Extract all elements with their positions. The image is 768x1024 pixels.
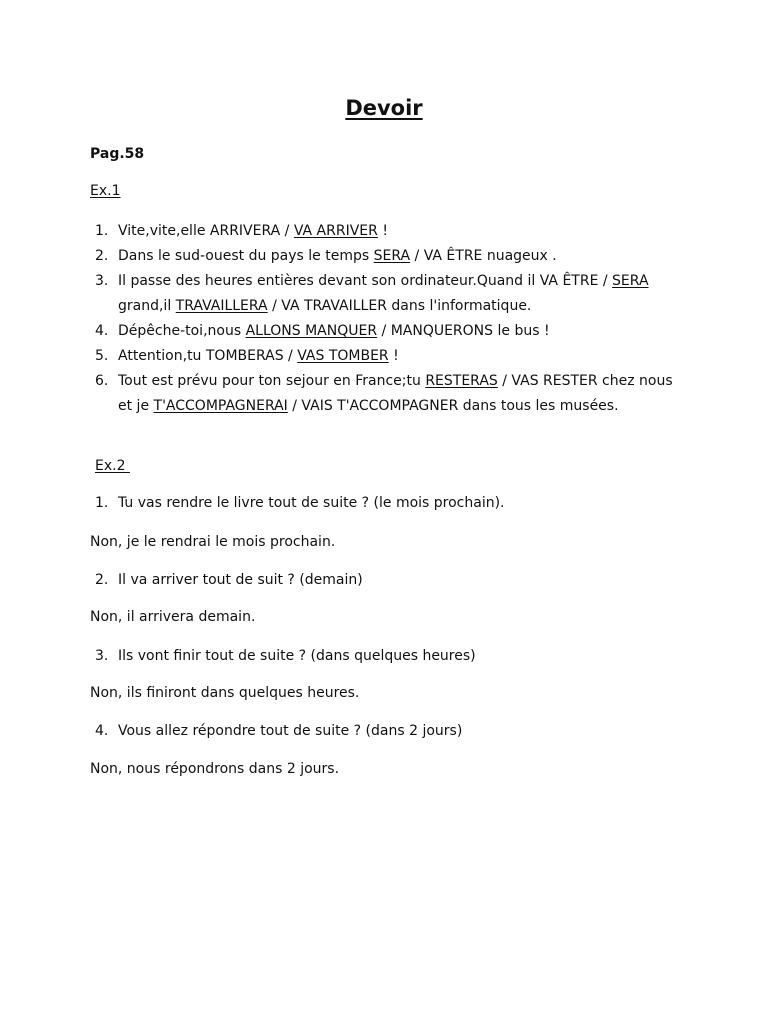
exercise-2-answer: Non, je le rendrai le mois prochain. xyxy=(90,534,336,550)
question-text: Vous allez répondre tout de suite ? (dans 2 jours) xyxy=(118,723,463,739)
exercise-2-answer: Non, il arrivera demain. xyxy=(90,609,256,625)
item-number: 5. xyxy=(95,348,109,364)
sentence-text: / VAIS T'ACCOMPAGNER dans tous les musées. xyxy=(287,398,619,414)
question-text: Il va arriver tout de suit ? (demain) xyxy=(118,572,363,588)
exercise-2-question xyxy=(95,723,462,739)
sentence-text: Vite,vite,elle ARRIVERA / xyxy=(118,223,294,239)
exercise-2-heading: Ex.2 xyxy=(95,458,130,474)
correct-answer: SERA xyxy=(612,273,649,289)
sentence-text: / VA TRAVAILLER dans l'informatique. xyxy=(267,298,532,314)
exercise-1-item xyxy=(90,269,680,319)
correct-answer: T'ACCOMPAGNERAI xyxy=(153,398,288,414)
exercise-1-item xyxy=(90,369,680,419)
question-number: 2. xyxy=(95,572,109,588)
sentence-text: grand,il xyxy=(118,298,176,314)
correct-answer: VA ARRIVER xyxy=(293,223,378,239)
page-reference: Pag.58 xyxy=(90,146,145,162)
exercise-2-answer: Non, ils finiront dans quelques heures. xyxy=(90,685,360,701)
exercise-2-question xyxy=(95,648,476,664)
sentence-text: Attention,tu TOMBERAS / xyxy=(118,348,298,364)
sentence-text: Il passe des heures entières devant son ordinateur.Quand il VA ÊTRE / xyxy=(118,273,613,289)
correct-answer: VAS TOMBER xyxy=(297,348,389,364)
exercise-1-item xyxy=(90,219,680,244)
question-text: Tu vas rendre le livre tout de suite ? (le mois prochain). xyxy=(118,495,505,511)
exercise-2-question xyxy=(95,572,363,588)
correct-answer: ALLONS MANQUER xyxy=(245,323,378,339)
exercise-1-heading: Ex.1 xyxy=(90,183,121,199)
sentence-text: Tout est prévu pour ton sejour en France;tu xyxy=(118,373,426,389)
item-number: 4. xyxy=(95,323,109,339)
exercise-1-item xyxy=(90,344,680,369)
sentence-text: ! xyxy=(388,348,399,364)
exercise-2-question xyxy=(95,495,505,511)
exercise-2-answer: Non, nous répondrons dans 2 jours. xyxy=(90,761,340,777)
exercise-1-item xyxy=(90,319,680,344)
sentence-text: / MANQUERONS le bus ! xyxy=(377,323,550,339)
document-title: Devoir xyxy=(345,96,423,120)
question-text: Ils vont finir tout de suite ? (dans quelques heures) xyxy=(118,648,476,664)
correct-answer: SERA xyxy=(373,248,411,264)
exercise-1-item xyxy=(90,244,680,269)
item-number: 2. xyxy=(95,248,109,264)
sentence-text: / VA ÊTRE nuageux . xyxy=(410,248,557,264)
sentence-text: Dans le sud-ouest du pays le temps xyxy=(118,248,374,264)
item-number: 1. xyxy=(95,223,109,239)
item-number: 3. xyxy=(95,273,109,289)
correct-answer: RESTERAS xyxy=(425,373,498,389)
question-number: 3. xyxy=(95,648,109,664)
exercise-1-list xyxy=(90,219,680,419)
item-number: 6. xyxy=(95,373,109,389)
sentence-text: Dépêche-toi,nous xyxy=(118,323,246,339)
sentence-text: / VAS RESTER chez nous et je xyxy=(118,373,673,414)
question-number: 1. xyxy=(95,495,109,511)
question-number: 4. xyxy=(95,723,109,739)
correct-answer: TRAVAILLERA xyxy=(175,298,268,314)
sentence-text: ! xyxy=(377,223,388,239)
